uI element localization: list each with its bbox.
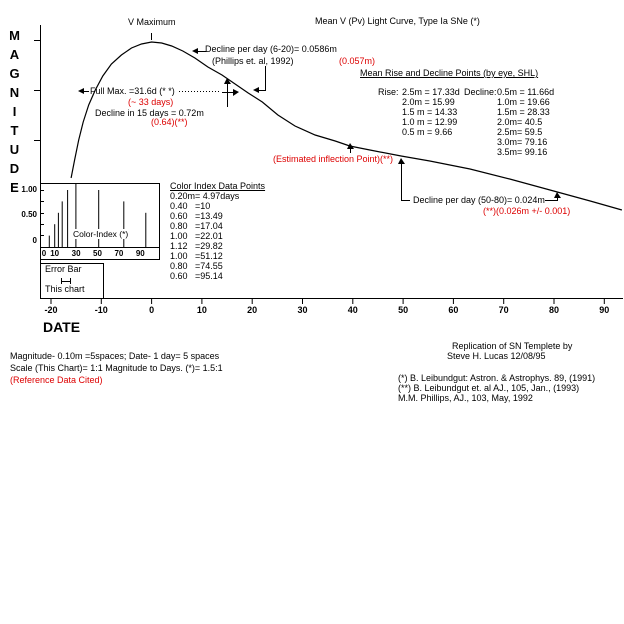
list-item: 1.12 =29.82 [170, 241, 223, 251]
list-item: 0.5 m = 9.66 [402, 127, 453, 137]
rise-decline-header: Mean Rise and Decline Points (by eye, SHL) [360, 68, 539, 78]
inset-x-tick-label: 10 [50, 249, 60, 258]
decline-list [497, 87, 554, 157]
list-item: 0.80 =74.55 [170, 261, 223, 271]
this-chart-label: This chart [45, 284, 85, 294]
inflection-point-label: (Estimated inflection Point)(**) [273, 154, 394, 164]
list-item: 2.5m = 17.33d [402, 87, 460, 97]
inset-x-tick-label: 70 [114, 249, 124, 258]
color-index-header: Color Index Data Points [170, 181, 266, 191]
list-item: 0.80 =17.04 [170, 221, 223, 231]
x-tick-label: 10 [196, 305, 207, 315]
decline-6-20-ref: (Phillips et. al, 1992) [212, 56, 294, 66]
reference-3: M.M. Phillips, AJ., 103, May, 1992 [398, 393, 533, 403]
decline-15-red-value: (0.64)(**) [151, 117, 188, 127]
list-item: 1.00 =51.12 [170, 251, 223, 261]
list-item: 3.5m= 99.16 [497, 147, 548, 157]
scale-note-line2: Scale (This Chart)= 1:1 Magnitude to Days. (*)= 1.5:1 [10, 363, 223, 373]
x-tick-label: -10 [94, 305, 108, 315]
x-tick-label: 20 [247, 305, 258, 315]
x-tick-label: 80 [548, 305, 560, 315]
list-item: 0.60 =95.14 [170, 271, 223, 281]
list-item: 1.5 m = 14.33 [402, 107, 458, 117]
v-maximum-label: V Maximum [128, 17, 176, 27]
credit-line1: Replication of SN Templete by [452, 341, 573, 351]
x-tick-label: 90 [599, 305, 610, 315]
color-index-list [170, 191, 239, 281]
decline-6-20-red-value: (0.057m) [339, 56, 376, 66]
y-axis-title: MAGNITUDE [7, 28, 22, 199]
full-max-label: Full Max. =31.6d (* *) [90, 86, 175, 96]
list-item: 0.20m= 4.97days [170, 191, 240, 201]
inset-y-tick-label: 1.00 [21, 185, 37, 194]
list-item: 0.40 =10 [170, 201, 211, 211]
reference-2: (**) B. Leibundgut et. al AJ., 105, Jan., (1993) [398, 383, 580, 393]
list-item: 2.5m= 59.5 [497, 127, 543, 137]
x-tick-label: -20 [44, 305, 58, 315]
list-item: 0.5m = 11.66d [497, 87, 555, 97]
inset-x-tick-label: 50 [93, 249, 102, 258]
list-item: 2.0m = 15.99 [402, 97, 455, 107]
decline-column-label: Decline: [464, 87, 497, 97]
x-tick-label: 60 [448, 305, 459, 315]
reference-data-note: (Reference Data Cited) [10, 375, 103, 385]
credit-line2: Steve H. Lucas 12/08/95 [447, 351, 546, 361]
rise-column-label: Rise: [378, 87, 399, 97]
error-bar-label: Error Bar [45, 264, 82, 274]
list-item: 2.0m= 40.5 [497, 117, 543, 127]
inset-x-tick-label: 0 [41, 249, 47, 258]
inset-x-tick-label: 90 [135, 249, 145, 258]
x-tick-label: 50 [398, 305, 409, 315]
list-item: 1.0 m = 12.99 [402, 117, 458, 127]
rise-list [402, 87, 460, 137]
chart-title: Mean V (Pv) Light Curve, Type Ia SNe (*) [315, 16, 480, 26]
list-item: 1.00 =22.01 [170, 231, 223, 241]
phillips-arrow [257, 66, 266, 91]
scale-note-line1: Magnitude- 0.10m =5spaces; Date- 1 day= 5 spaces [10, 351, 220, 361]
full-max-red-value: (~ 33 days) [128, 97, 174, 107]
list-item: 0.60 =13.49 [170, 211, 223, 221]
inset-y-tick-label: 0 [32, 236, 37, 245]
x-tick-label: 30 [297, 305, 308, 315]
list-item: 3.0m= 79.16 [497, 137, 548, 147]
x-axis-title: DATE [43, 319, 81, 335]
decline-15-label: Decline in 15 days = 0.72m [95, 108, 204, 118]
x-tick-label: 70 [498, 305, 509, 315]
x-tick-label: 0 [149, 305, 155, 315]
decline-50-80-label: Decline per day (50-80)= 0.024m [413, 195, 545, 205]
x-tick-label: 40 [347, 305, 358, 315]
inset-y-tick-label: 0.50 [21, 210, 37, 219]
inset-title: Color-Index (*) [73, 229, 129, 239]
list-item: 1.5m = 28.33 [497, 107, 550, 117]
decline-50-80-red-value: (**)(0.026m +/- 0.001) [483, 206, 571, 216]
inset-x-tick-label: 30 [71, 249, 81, 258]
decline-6-20-label: Decline per day (6-20)= 0.0586m [205, 44, 337, 54]
decline-50-80-arrow [402, 163, 411, 201]
list-item: 1.0m = 19.66 [497, 97, 550, 107]
reference-1: (*) B. Leibundgut: Astron. & Astrophys. 89, (1991) [398, 373, 596, 383]
